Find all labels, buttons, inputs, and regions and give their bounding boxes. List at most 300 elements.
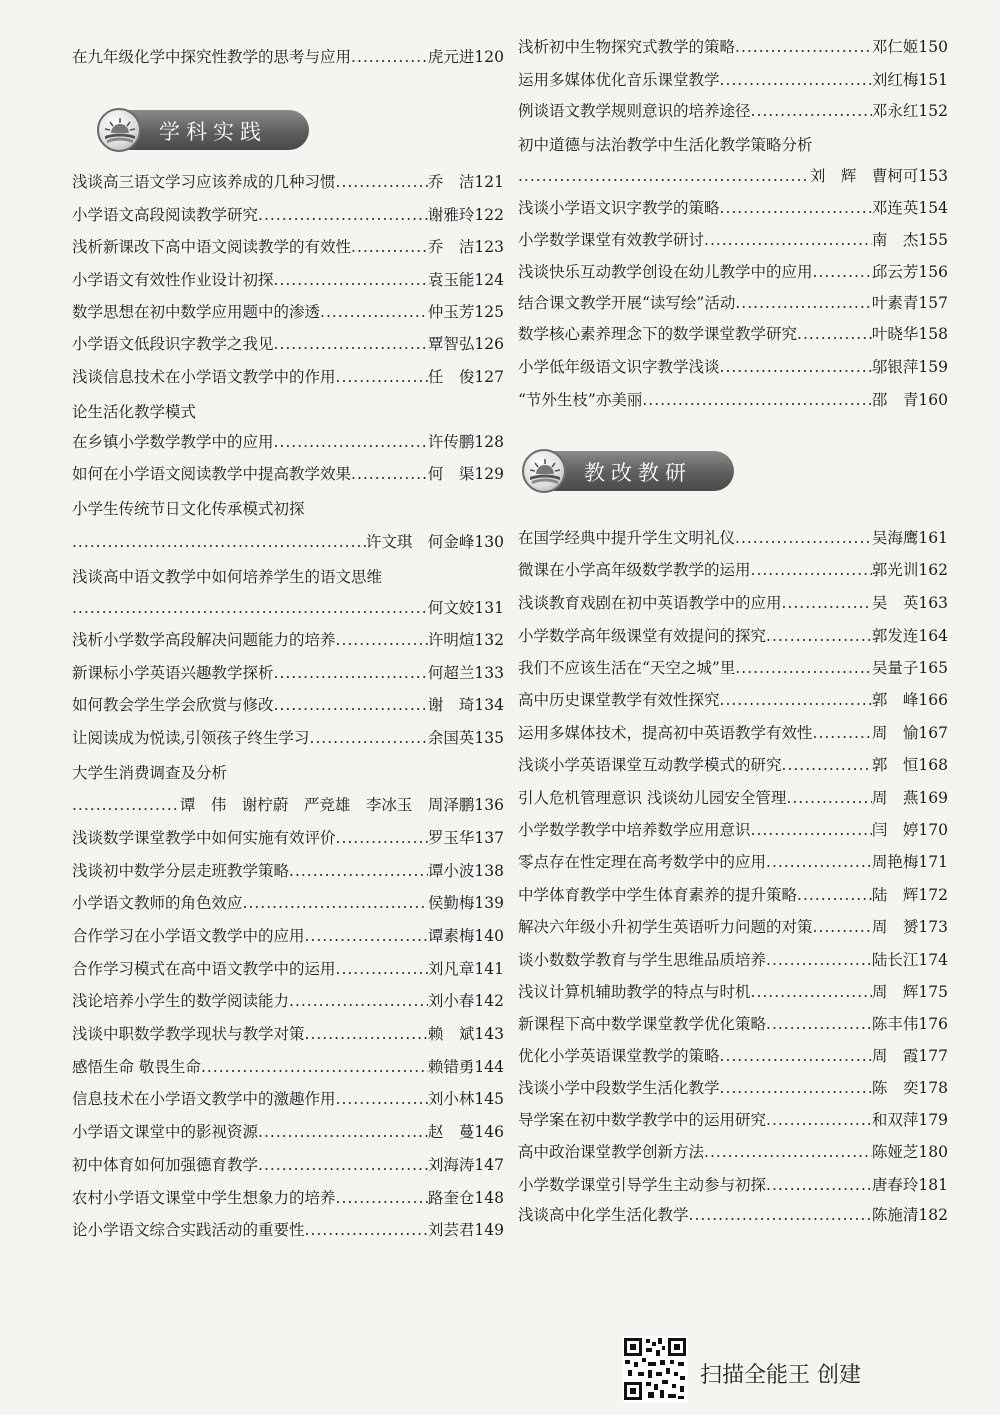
toc-entry-author: 许明煊 <box>427 631 475 649</box>
toc-entry-title: 中学体育教学中学生体育素养的提升策略 <box>518 886 798 904</box>
section-banner <box>522 449 762 493</box>
toc-entry <box>518 357 948 377</box>
toc-entry-title: 新课标小学英语兴趣教学探析 <box>72 664 274 682</box>
toc-entry <box>518 755 948 775</box>
toc-entry-page: 180 <box>918 1143 948 1161</box>
toc-entry-title: 小学语文高段阅读教学研究 <box>72 206 259 224</box>
toc-entry <box>72 861 504 881</box>
toc-entry-page: 164 <box>918 627 948 645</box>
toc-entry-author: 何 渠 <box>427 465 475 483</box>
toc-entry-title: 优化小学英语课堂教学的策略 <box>518 1047 720 1065</box>
toc-entry-title: 合作学习在小学语文教学中的应用 <box>72 927 305 945</box>
dot-leader <box>735 658 872 678</box>
toc-entry-author: 刘 辉 曹柯可 <box>809 167 919 185</box>
toc-entry-page: 124 <box>474 271 504 289</box>
toc-entry-page: 122 <box>474 206 504 224</box>
dot-leader <box>766 1110 872 1130</box>
dot-leader <box>320 302 428 322</box>
toc-entry-title: 浅谈初中数学分层走班教学策略 <box>72 862 290 880</box>
toc-entry <box>72 828 504 848</box>
dot-leader <box>518 166 810 186</box>
toc-entry <box>72 532 504 552</box>
toc-entry-title: 在乡镇小学数学教学中的应用 <box>72 433 274 451</box>
toc-entry <box>72 1089 504 1109</box>
dot-leader <box>735 528 872 548</box>
toc-entry-author: 谭素梅 <box>427 927 475 945</box>
toc-entry-author: 刘小林 <box>427 1090 475 1108</box>
toc-title-line: 论生活化教学模式 <box>72 403 197 421</box>
toc-entry-author: 邓连英 <box>871 199 919 217</box>
toc-entry <box>72 1155 504 1175</box>
dot-leader <box>351 47 428 67</box>
dot-leader <box>336 828 428 848</box>
toc-entry-page: 138 <box>474 862 504 880</box>
dot-leader <box>751 982 872 1002</box>
toc-entry <box>72 47 504 67</box>
toc-title-line: 小学生传统节日文化传承模式初探 <box>72 500 305 518</box>
toc-entry-title: 如何在小学语文阅读教学中提高教学效果 <box>72 465 352 483</box>
toc-entry-page: 157 <box>918 294 948 312</box>
toc-entry-author: 任 俊 <box>427 368 475 386</box>
toc-entry <box>518 262 948 282</box>
section-banner <box>97 108 337 152</box>
toc-entry-page: 144 <box>474 1058 504 1076</box>
toc-entry-title: 浅议计算机辅助教学的特点与时机 <box>518 983 751 1001</box>
toc-entry-title: 信息技术在小学语文教学中的激趣作用 <box>72 1090 336 1108</box>
toc-entry-title: 运用多媒体技术，提高初中英语教学有效性 <box>518 724 813 742</box>
toc-entry-title: 让阅读成为悦读,引领孩子终生学习 <box>72 729 310 747</box>
toc-entry-page: 130 <box>474 533 504 551</box>
toc-entry-author: 虎元进 <box>427 48 475 66</box>
toc-entry-author: 陈 奕 <box>871 1079 919 1097</box>
dot-leader <box>720 1046 872 1066</box>
toc-entry-author: 和双萍 <box>871 1111 919 1129</box>
toc-entry-author: 赵 蔓 <box>427 1123 475 1141</box>
toc-entry-page: 166 <box>918 691 948 709</box>
dot-leader <box>351 464 428 484</box>
toc-entry-title: 浅谈高中化学生活化教学 <box>518 1206 689 1224</box>
toc-entry-title: 零点存在性定理在高考数学中的应用 <box>518 853 767 871</box>
toc-entry <box>72 1024 504 1044</box>
toc-entry-title: 数学思想在初中数学应用题中的渗透 <box>72 303 321 321</box>
toc-entry <box>72 1188 504 1208</box>
toc-entry-page: 181 <box>918 1176 948 1194</box>
toc-entry-author: 邓永红 <box>871 102 919 120</box>
toc-entry <box>72 959 504 979</box>
toc-entry-author: 何超兰 <box>427 664 475 682</box>
toc-entry-page: 160 <box>918 391 948 409</box>
toc-entry-title: 小学数学课堂有效教学研讨 <box>518 231 705 249</box>
toc-entry-page: 153 <box>918 167 948 185</box>
toc-entry-author: 许文琪 何金峰 <box>365 533 475 551</box>
dot-leader <box>258 1155 428 1175</box>
dot-leader <box>720 70 872 90</box>
toc-entry-page: 140 <box>474 927 504 945</box>
toc-entry <box>518 982 948 1002</box>
toc-entry <box>518 788 948 808</box>
toc-entry-author: 乔 洁 <box>427 238 475 256</box>
toc-entry <box>72 598 504 618</box>
toc-entry-page: 155 <box>918 231 948 249</box>
toc-entry <box>518 852 948 872</box>
toc-entry <box>518 950 948 970</box>
toc-entry <box>518 166 948 186</box>
toc-entry-page: 169 <box>918 789 948 807</box>
toc-entry-author: 刘芸君 <box>427 1221 475 1239</box>
dot-leader <box>274 432 428 452</box>
toc-entry-title: 浅谈小学语文识字教学的策略 <box>518 199 720 217</box>
toc-entry-author: 邓仁姬 <box>871 38 919 56</box>
dot-leader <box>72 598 428 618</box>
dot-leader <box>243 893 428 913</box>
dot-leader <box>720 690 872 710</box>
toc-entry <box>72 991 504 1011</box>
toc-entry-author: 乔 洁 <box>427 173 475 191</box>
toc-entry-title: 谈小数数学教育与学生思维品质培养 <box>518 951 767 969</box>
toc-entry <box>72 367 504 387</box>
toc-entry-page: 177 <box>918 1047 948 1065</box>
toc-entry-author: 刘红梅 <box>871 71 919 89</box>
toc-entry <box>518 198 948 218</box>
toc-entry-page: 145 <box>474 1090 504 1108</box>
toc-entry-page: 162 <box>918 561 948 579</box>
toc-entry <box>518 690 948 710</box>
toc-entry-author: 叶晓华 <box>871 325 919 343</box>
toc-entry-author: 周 霞 <box>871 1047 919 1065</box>
toc-entry-title: 结合课文教学开展“读写绘”活动 <box>518 294 736 312</box>
toc-entry-page: 147 <box>474 1156 504 1174</box>
toc-entry-title: 微课在小学高年级数学教学的运用 <box>518 561 751 579</box>
dot-leader <box>336 172 428 192</box>
toc-entry-title: 浅谈教育戏剧在初中英语教学中的应用 <box>518 594 782 612</box>
toc-entry-title: 小学语文低段识字教学之我见 <box>72 335 274 353</box>
toc-entry-author: 许传鹏 <box>427 433 475 451</box>
dot-leader <box>704 1142 872 1162</box>
toc-entry-page: 132 <box>474 631 504 649</box>
toc-entry <box>518 560 948 580</box>
dot-leader <box>751 820 872 840</box>
scanner-text: 扫描全能王 创建 <box>700 1363 861 1388</box>
toc-entry-title: 小学数学教学中培养数学应用意识 <box>518 821 751 839</box>
toc-entry-title: 我们不应该生活在“天空之城”里 <box>518 659 736 677</box>
toc-entry-page: 182 <box>918 1206 948 1224</box>
toc-entry-page: 152 <box>918 102 948 120</box>
toc-entry-page: 127 <box>474 368 504 386</box>
dot-leader <box>751 560 872 580</box>
dot-leader <box>720 357 872 377</box>
dot-leader <box>766 1014 872 1034</box>
dot-leader <box>309 728 427 748</box>
toc-entry-author: 仲玉芳 <box>427 303 475 321</box>
dot-leader <box>797 885 872 905</box>
toc-entry-title: 引人危机管理意识 浅谈幼儿园安全管理 <box>518 789 787 807</box>
toc-entry-page: 139 <box>474 894 504 912</box>
dot-leader <box>782 593 872 613</box>
toc-entry <box>518 101 948 121</box>
toc-entry-page: 133 <box>474 664 504 682</box>
toc-entry <box>72 695 504 715</box>
dot-leader <box>751 101 872 121</box>
toc-entry <box>72 1057 504 1077</box>
dot-leader <box>289 991 428 1011</box>
dot-leader <box>766 950 872 970</box>
toc-entry <box>72 926 504 946</box>
toc-entry-page: 179 <box>918 1111 948 1129</box>
toc-entry-title: 浅谈数学课堂教学中如何实施有效评价 <box>72 829 336 847</box>
toc-entry-title: 高中政治课堂教学创新方法 <box>518 1143 705 1161</box>
toc-entry-page: 167 <box>918 724 948 742</box>
toc-entry-author: 谢 琦 <box>427 696 475 714</box>
toc-entry-page: 123 <box>474 238 504 256</box>
toc-entry-author: 陈娅芝 <box>871 1143 919 1161</box>
toc-entry <box>72 270 504 290</box>
dot-leader <box>813 262 872 282</box>
toc-entry <box>72 205 504 225</box>
toc-entry-page: 121 <box>474 173 504 191</box>
toc-entry <box>518 37 948 57</box>
toc-entry <box>518 390 948 410</box>
toc-entry-title: 运用多媒体优化音乐课堂教学 <box>518 71 720 89</box>
dot-leader <box>766 626 872 646</box>
toc-entry-author: 侯勤梅 <box>427 894 475 912</box>
toc-entry-page: 174 <box>918 951 948 969</box>
toc-entry-page: 173 <box>918 918 948 936</box>
toc-entry <box>72 630 504 650</box>
dot-leader <box>274 663 428 683</box>
dot-leader <box>786 788 871 808</box>
dot-leader <box>336 1089 428 1109</box>
dot-leader <box>797 324 872 344</box>
toc-entry-title: 农村小学语文课堂中学生想象力的培养 <box>72 1189 336 1207</box>
toc-entry-page: 141 <box>474 960 504 978</box>
toc-entry <box>72 893 504 913</box>
dot-leader <box>720 1078 872 1098</box>
toc-entry <box>72 172 504 192</box>
toc-entry <box>518 1205 948 1225</box>
toc-entry-title: 高中历史课堂教学有效性探究 <box>518 691 720 709</box>
toc-entry-author: 陈施清 <box>871 1206 919 1224</box>
toc-entry-page: 158 <box>918 325 948 343</box>
dot-leader <box>274 334 428 354</box>
dot-leader <box>642 390 872 410</box>
toc-entry <box>518 1078 948 1098</box>
dot-leader <box>782 755 872 775</box>
toc-entry-author: 郭 峰 <box>871 691 919 709</box>
toc-entry-title: 浅谈信息技术在小学语文教学中的作用 <box>72 368 336 386</box>
toc-entry-page: 161 <box>918 529 948 547</box>
toc-entry-title: 合作学习模式在高中语文教学中的运用 <box>72 960 336 978</box>
toc-entry-page: 136 <box>474 796 504 814</box>
toc-entry-title: “节外生枝”亦美丽 <box>518 391 643 409</box>
toc-entry-author: 周 燕 <box>871 789 919 807</box>
toc-entry-title: 在国学经典中提升学生文明礼仪 <box>518 529 736 547</box>
dot-leader <box>813 723 872 743</box>
toc-entry-author: 谭小波 <box>427 862 475 880</box>
dot-leader <box>289 861 428 881</box>
toc-entry-author: 余国英 <box>427 729 475 747</box>
toc-entry <box>518 528 948 548</box>
toc-entry <box>518 324 948 344</box>
toc-entry-title: 初中体育如何加强德育教学 <box>72 1156 259 1174</box>
dot-leader <box>766 1175 872 1195</box>
dot-leader <box>813 917 872 937</box>
dot-leader <box>258 205 428 225</box>
toc-entry-author: 周艳梅 <box>871 853 919 871</box>
toc-entry-author: 闫 婷 <box>871 821 919 839</box>
toc-entry <box>518 1014 948 1034</box>
toc-entry-author: 谭 伟 谢柠蔚 严竞雄 李冰玉 周泽鹏 <box>179 796 475 814</box>
toc-entry <box>72 1122 504 1142</box>
toc-entry-author: 刘小春 <box>427 992 475 1010</box>
toc-title-line: 大学生消费调查及分析 <box>72 764 228 782</box>
toc-entry-title: 小学数学高年级课堂有效提问的探究 <box>518 627 767 645</box>
toc-entry-page: 146 <box>474 1123 504 1141</box>
toc-entry-author: 周 辉 <box>871 983 919 1001</box>
section-title: 学科实践 <box>159 120 267 144</box>
toc-entry-title: 小学语文教师的角色效应 <box>72 894 243 912</box>
toc-entry-page: 137 <box>474 829 504 847</box>
toc-entry-title: 数学核心素养理念下的数学课堂教学研究 <box>518 325 798 343</box>
toc-entry-page: 171 <box>918 853 948 871</box>
toc-entry-title: 如何教会学生学会欣赏与修改 <box>72 696 274 714</box>
toc-entry-page: 125 <box>474 303 504 321</box>
toc-entry-page: 149 <box>474 1221 504 1239</box>
toc-entry-author: 袁玉能 <box>427 271 475 289</box>
dot-leader <box>305 1024 428 1044</box>
toc-entry-author: 吴 英 <box>871 594 919 612</box>
toc-entry-author: 邱云芳 <box>871 263 919 281</box>
dot-leader <box>72 795 180 815</box>
toc-entry <box>72 795 504 815</box>
toc-entry-title: 导学案在初中数学教学中的运用研究 <box>518 1111 767 1129</box>
dot-leader <box>336 367 428 387</box>
qr-code-icon <box>622 1336 688 1402</box>
toc-entry <box>518 70 948 90</box>
toc-entry-title: 浅谈小学英语课堂互动教学模式的研究 <box>518 756 782 774</box>
toc-entry-title: 浅论培养小学生的数学阅读能力 <box>72 992 290 1010</box>
dot-leader <box>735 37 872 57</box>
toc-entry-author: 刘海涛 <box>427 1156 475 1174</box>
toc-entry <box>518 820 948 840</box>
toc-entry-page: 178 <box>918 1079 948 1097</box>
toc-entry <box>518 1046 948 1066</box>
toc-entry <box>518 293 948 313</box>
section-title: 教改教研 <box>584 461 692 485</box>
toc-entry <box>72 334 504 354</box>
toc-entry-page: 135 <box>474 729 504 747</box>
toc-entry <box>72 302 504 322</box>
toc-entry-page: 168 <box>918 756 948 774</box>
toc-entry-author: 赖 斌 <box>427 1025 475 1043</box>
toc-entry-author: 谢雅玲 <box>427 206 475 224</box>
dot-leader <box>720 198 872 218</box>
toc-entry-title: 小学低年级语文识字教学浅谈 <box>518 358 720 376</box>
toc-entry-page: 156 <box>918 263 948 281</box>
toc-entry <box>518 626 948 646</box>
toc-entry-page: 128 <box>474 433 504 451</box>
dot-leader <box>351 237 428 257</box>
toc-entry <box>72 728 504 748</box>
toc-entry <box>518 885 948 905</box>
toc-entry-page: 154 <box>918 199 948 217</box>
toc-entry-page: 120 <box>474 48 504 66</box>
toc-entry-author: 吴海鹰 <box>871 529 919 547</box>
toc-entry-title: 浅谈小学中段数学生活化教学 <box>518 1079 720 1097</box>
toc-title-line: 浅谈高中语文教学中如何培养学生的语文思维 <box>72 568 383 586</box>
toc-entry-title: 解决六年级小升初学生英语听力问题的对策 <box>518 918 813 936</box>
toc-entry-title: 论小学语文综合实践活动的重要性 <box>72 1221 305 1239</box>
toc-entry-author: 陆长江 <box>871 951 919 969</box>
toc-entry-page: 151 <box>918 71 948 89</box>
toc-entry-page: 163 <box>918 594 948 612</box>
dot-leader <box>305 1220 428 1240</box>
toc-entry-page: 170 <box>918 821 948 839</box>
toc-entry <box>72 237 504 257</box>
toc-entry-author: 叶素青 <box>871 294 919 312</box>
toc-entry <box>72 464 504 484</box>
toc-entry-title: 小学语文有效性作业设计初探 <box>72 271 274 289</box>
toc-entry-page: 159 <box>918 358 948 376</box>
toc-entry <box>518 658 948 678</box>
toc-entry <box>518 917 948 937</box>
toc-entry-page: 148 <box>474 1189 504 1207</box>
toc-entry-title: 例谈语文教学规则意识的培养途径 <box>518 102 751 120</box>
toc-entry-page: 131 <box>474 599 504 617</box>
toc-entry <box>518 1142 948 1162</box>
toc-entry-author: 唐春玲 <box>871 1176 919 1194</box>
dot-leader <box>72 532 366 552</box>
toc-entry-title: 新课程下高中数学课堂教学优化策略 <box>518 1015 767 1033</box>
toc-entry <box>72 432 504 452</box>
toc-entry-title: 浅谈快乐互动教学创设在幼儿教学中的应用 <box>518 263 813 281</box>
toc-entry-author: 郭 恒 <box>871 756 919 774</box>
toc-entry-author: 吴量子 <box>871 659 919 677</box>
toc-entry-page: 134 <box>474 696 504 714</box>
toc-entry-author: 郭光训 <box>871 561 919 579</box>
toc-entry-page: 165 <box>918 659 948 677</box>
dot-leader <box>336 1188 428 1208</box>
dot-leader <box>201 1057 428 1077</box>
toc-entry-author: 刘凡章 <box>427 960 475 978</box>
toc-entry-title: 浅析小学数学高段解决问题能力的培养 <box>72 631 336 649</box>
toc-entry <box>518 1110 948 1130</box>
toc-entry-author: 路奎仓 <box>427 1189 475 1207</box>
dot-leader <box>336 959 428 979</box>
toc-entry-author: 邵 青 <box>871 391 919 409</box>
toc-entry-page: 129 <box>474 465 504 483</box>
toc-entry-page: 142 <box>474 992 504 1010</box>
toc-entry-title: 浅析新课改下高中语文阅读教学的有效性 <box>72 238 352 256</box>
toc-entry <box>72 1220 504 1240</box>
toc-entry-author: 赖错勇 <box>427 1058 475 1076</box>
toc-entry-page: 176 <box>918 1015 948 1033</box>
toc-entry-title: 浅谈高三语文学习应该养成的几种习惯 <box>72 173 336 191</box>
toc-entry-title: 浅谈中职数学教学现状与教学对策 <box>72 1025 305 1043</box>
dot-leader <box>258 1122 428 1142</box>
dot-leader <box>274 695 428 715</box>
toc-entry-author: 周 赟 <box>871 918 919 936</box>
toc-entry <box>72 663 504 683</box>
toc-entry-author: 陈丰伟 <box>871 1015 919 1033</box>
sunrise-book-icon <box>97 108 141 152</box>
dot-leader <box>735 293 872 313</box>
toc-entry-title: 在九年级化学中探究性教学的思考与应用 <box>72 48 352 66</box>
toc-entry-author: 南 杰 <box>871 231 919 249</box>
toc-entry-author: 周 愉 <box>871 724 919 742</box>
toc-entry <box>518 1175 948 1195</box>
dot-leader <box>704 230 872 250</box>
dot-leader <box>274 270 428 290</box>
